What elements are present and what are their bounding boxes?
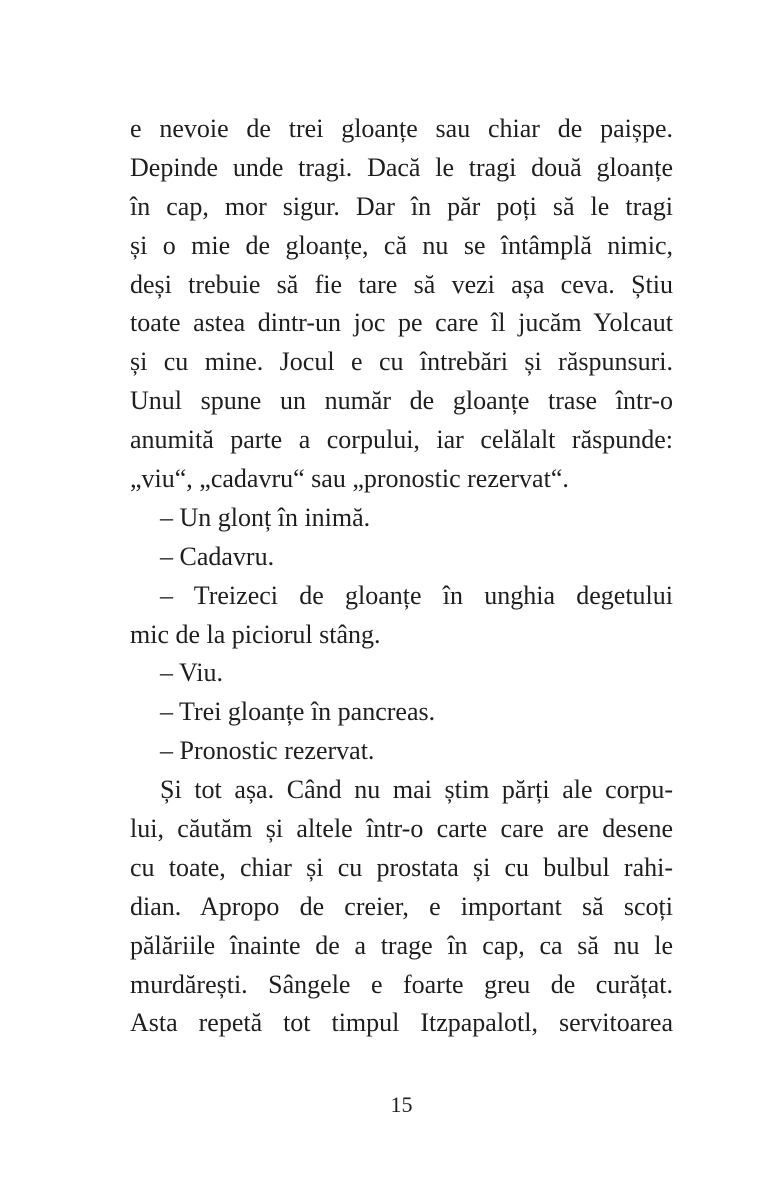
text-line: deși trebuie să fie tare să vezi așa ceva. Știu bbox=[130, 269, 673, 299]
text-line: cu toate, chiar și cu prostata și cu bulbul rahi- bbox=[130, 852, 673, 882]
page-text bbox=[130, 110, 673, 1043]
text-line: toate astea dintr-un joc pe care îl jucăm Yolcaut bbox=[130, 308, 673, 338]
text-line: Asta repetă tot timpul Itzpapalotl, servitoarea bbox=[130, 1008, 673, 1038]
page-number: 15 bbox=[390, 1092, 413, 1117]
text-line: – Trei gloanțe în pancreas. bbox=[160, 697, 436, 727]
text-line: „viu“, „cadavru“ sau „pronostic rezervat“. bbox=[130, 464, 569, 494]
text-line: murdărești. Sângele e foarte greu de curățat. bbox=[130, 969, 673, 999]
text-line: mic de la piciorul stâng. bbox=[130, 619, 381, 649]
text-line: anumită parte a corpului, iar celălalt răspunde: bbox=[130, 425, 673, 455]
text-line: – Pronostic rezervat. bbox=[160, 736, 375, 766]
text-line: dian. Apropo de creier, e important să scoți bbox=[130, 891, 673, 921]
text-line: și cu mine. Jocul e cu întrebări și răspunsuri. bbox=[130, 347, 673, 377]
text-line: Unul spune un număr de gloanțe trase într-o bbox=[130, 386, 673, 416]
text-line: Depinde unde tragi. Dacă le tragi două gloanțe bbox=[130, 152, 673, 182]
text-line: pălăriile înainte de a trage în cap, ca să nu le bbox=[130, 930, 673, 960]
text-line: – Un glonț în inimă. bbox=[160, 502, 371, 532]
text-line: e nevoie de trei gloanțe sau chiar de paișpe. bbox=[130, 114, 673, 143]
text-line: în cap, mor sigur. Dar în păr poți să le tragi bbox=[130, 191, 673, 221]
text-line: și o mie de gloanțe, că nu se întâmplă nimic, bbox=[130, 230, 673, 260]
text-line: – Treizeci de gloanțe în unghia degetului bbox=[160, 580, 673, 610]
text-line: – Cadavru. bbox=[160, 541, 275, 571]
text-line: Și tot așa. Când nu mai știm părți ale corpu- bbox=[160, 775, 673, 805]
text-line: – Viu. bbox=[160, 658, 223, 688]
text-line: lui, căutăm și altele într-o carte care are desene bbox=[130, 814, 673, 844]
